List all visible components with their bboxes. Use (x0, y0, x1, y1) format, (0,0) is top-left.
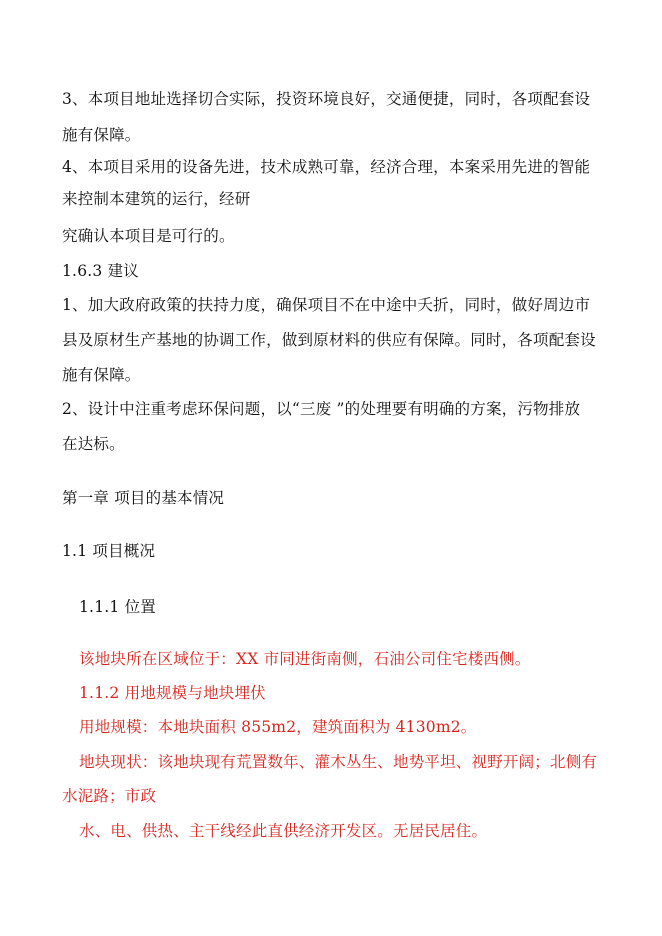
conclusion-item-3-line-2: 施有保障。 (62, 126, 141, 144)
section-heading-suggestions: 1.6.3 建议 (62, 262, 139, 280)
land-scale-text: 用地规模：本地块面积 855m2，建筑面积为 4130m2。 (79, 718, 477, 736)
subsection-heading-location: 1.1.1 位置 (79, 598, 156, 616)
suggestion-item-2-line-2: 在达标。 (62, 435, 125, 453)
site-status-line-1: 地块现状：该地块现有荒置数年、灌木丛生、地势平坦、视野开阔；北侧有 (79, 753, 598, 771)
conclusion-item-3-line-1: 3、本项目地址选择切合实际，投资环境良好，交通便捷，同时，各项配套设 (62, 90, 591, 108)
subsection-heading-land-scale: 1.1.2 用地规模与地块埋伏 (79, 684, 266, 702)
suggestion-item-1-line-1: 1、加大政府政策的扶持力度，确保项目不在中途中夭折，同时，做好周边市 (62, 296, 591, 314)
section-heading-overview: 1.1 项目概况 (62, 542, 156, 560)
site-status-line-3: 水、电、供热、主干线经此直供经济开发区。无居民居住。 (79, 822, 488, 840)
conclusion-item-4-line-2: 来控制本建筑的运行，经研 (62, 190, 251, 208)
suggestion-item-2-line-1: 2、设计中注重考虑环保问题，以“三废 ”的处理要有明确的方案，污物排放 (62, 400, 581, 418)
conclusion-item-4-line-1: 4、本项目采用的设备先进，技术成熟可靠，经济合理，本案采用先进的智能 (62, 158, 591, 176)
site-status-line-2: 水泥路；市政 (62, 787, 157, 805)
suggestion-item-1-line-2: 县及原材生产基地的协调工作，做到原材料的供应有保障。同时，各项配套设 (62, 331, 596, 349)
site-location-text: 该地块所在区域位于：XX 市同进街南侧，石油公司住宅楼西侧。 (79, 650, 531, 668)
chapter-title: 第一章 项目的基本情况 (62, 489, 225, 507)
conclusion-item-4-line-3: 究确认本项目是可行的。 (62, 227, 235, 245)
suggestion-item-1-line-3: 施有保障。 (62, 366, 141, 384)
